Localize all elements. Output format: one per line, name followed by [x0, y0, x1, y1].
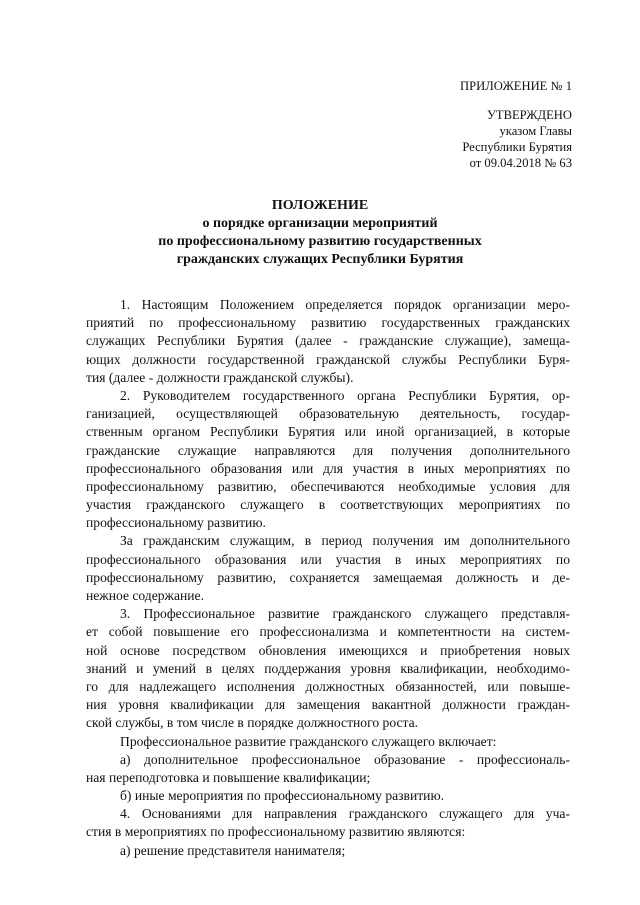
- title-line: гражданских служащих Республики Бурятия: [176, 252, 464, 267]
- body-text-line: ной основе посредством обновления имеющихся и приобретения новых: [86, 642, 570, 658]
- body-text-line: б) иные мероприятия по профессиональному развитию.: [120, 788, 444, 804]
- body-text-line: го для надлежащего исполнения должностных обязанностей, или повыше-: [86, 678, 570, 694]
- approval-line: Республики Бурятия: [462, 140, 572, 154]
- body-text-line: 3. Профессиональное развитие гражданского служащего представля-: [120, 606, 570, 622]
- body-text-line: тия (далее - должности гражданской службы).: [86, 369, 354, 385]
- document-title: [0, 197, 640, 269]
- title-line: о порядке организации мероприятий: [202, 216, 438, 231]
- body-text-line: ная переподготовка и повышение квалификации;: [86, 769, 371, 785]
- body-text-line: профессионального образования или участия в иных мероприятиях по: [86, 551, 570, 567]
- body-text-line: ской службы, в том числе в порядке должностного роста.: [86, 715, 419, 731]
- body-text-line: нежное содержание.: [86, 588, 204, 603]
- document-body: [86, 296, 570, 860]
- title-line: по профессиональному развитию государственных: [158, 234, 482, 249]
- approval-line: УТВЕРЖДЕНО: [486, 108, 572, 122]
- body-text-line: Профессиональное развитие гражданского служащего включает:: [120, 733, 497, 749]
- body-text-line: ет собой повышение его профессионализма и компетентности на систем-: [86, 624, 570, 640]
- body-text-line: ганизацией, осуществляющей образовательную деятельность, государ-: [86, 406, 570, 422]
- appendix-label: ПРИЛОЖЕНИЕ № 1: [460, 79, 572, 93]
- body-text-line: участия гражданского служащего в соответствующих мероприятиях по: [86, 497, 570, 513]
- body-text-line: профессиональному развитию, обеспечиваются необходимые условия для: [86, 478, 570, 494]
- body-text-line: а) дополнительное профессиональное образование - профессиональ-: [120, 751, 570, 767]
- body-text-line: ющих должности государственной гражданской службы Республики Буря-: [86, 351, 570, 367]
- body-text-line: За гражданским служащим, в период получения им дополнительного: [120, 533, 570, 549]
- body-text-line: 4. Основаниями для направления гражданского служащего для уча-: [120, 806, 570, 822]
- body-text-line: профессиональному развитию.: [86, 515, 266, 531]
- body-text-line: стия в мероприятиях по профессиональному развитию являются:: [86, 824, 466, 840]
- body-text-line: ния уровня квалификации для замещения вакантной должности граждан-: [86, 697, 570, 713]
- body-text-line: служащих Республики Бурятия (далее - гражданские служащие), замеща-: [86, 333, 570, 349]
- body-text-line: ственным органом Республики Бурятия или иной организацией, в которые: [86, 424, 570, 440]
- body-text-line: профессиональному развитию, сохраняется замещаемая должность и де-: [86, 569, 570, 585]
- body-text-line: 2. Руководителем государственного органа Республики Бурятия, ор-: [120, 387, 570, 403]
- body-text-line: профессионального образования или для участия в иных мероприятиях по: [86, 460, 570, 476]
- title-line: ПОЛОЖЕНИЕ: [271, 198, 369, 213]
- approval-block: [462, 107, 572, 171]
- body-text-line: а) решение представителя нанимателя;: [120, 842, 346, 858]
- approval-date-line: от 09.04.2018 № 63: [469, 156, 572, 170]
- approval-line: указом Главы: [499, 124, 572, 138]
- body-text-line: гражданские служащие направляются для получения дополнительного: [86, 442, 570, 458]
- body-text-line: приятий по профессиональному развитию государственных гражданских: [86, 315, 570, 331]
- body-text-line: знаний и умений в целях поддержания уровня квалификации, необходимо-: [86, 660, 570, 676]
- body-text-line: 1. Настоящим Положением определяется порядок организации меро-: [120, 297, 570, 312]
